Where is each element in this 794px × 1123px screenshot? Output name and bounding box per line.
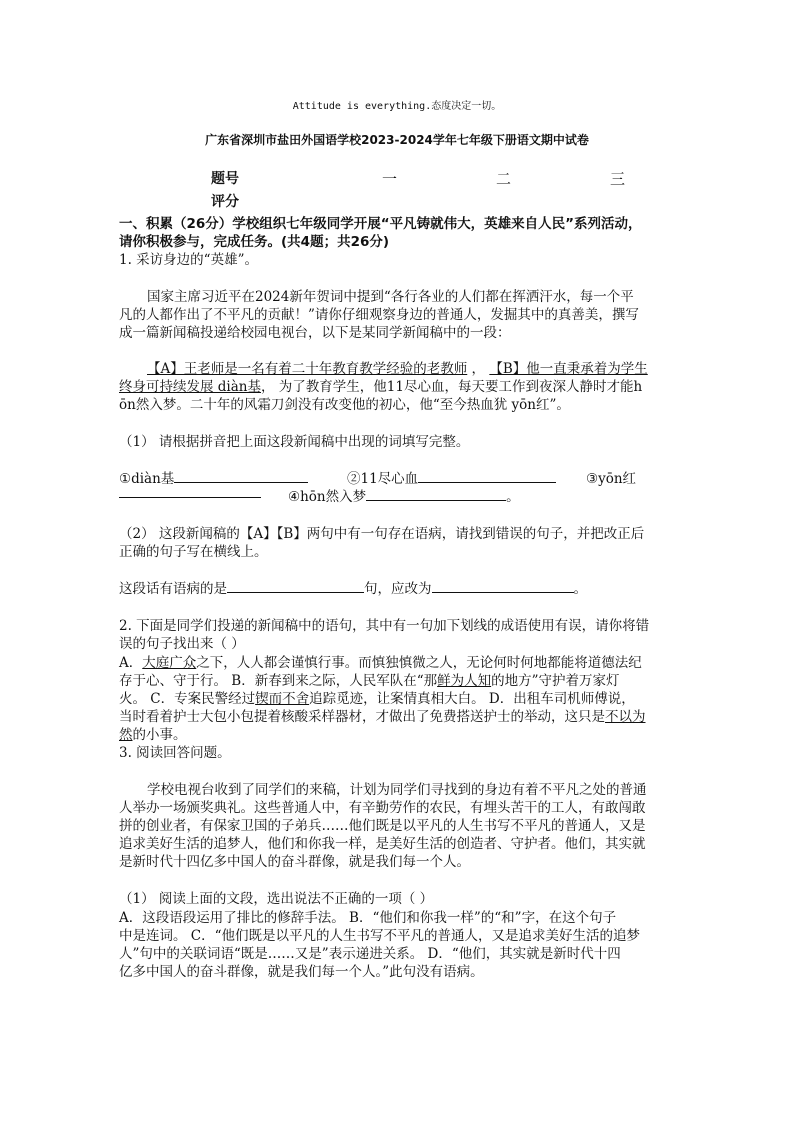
q1-intro-line3: 成一篇新闻稿投递给校园电视台，以下是某同学新闻稿中的一段： (119, 325, 511, 341)
q1-sub2-answer-line (119, 577, 587, 597)
score-table-label-score: 评分 (211, 194, 239, 210)
answer-middle: 句，应改为 (364, 581, 432, 597)
sentence-b-start: 【B】他一直秉承着为学生 (489, 361, 648, 377)
pinyin-item-1: ①diàn基 (119, 471, 175, 487)
idiom-c: 锲而不舍 (255, 691, 310, 707)
q3-sub1-options-line4: 亿多中国人的奋斗群像，就是我们每一个人。”此句没有语病。 (119, 964, 484, 980)
answer-blank-1[interactable] (174, 470, 308, 483)
idiom-d-end: 然 (119, 727, 133, 743)
q1-intro-line2: 凡的人都作出了不平凡的贡献！”请你仔细观察身边的普通人，发掘其中的真善美，撰写 (119, 307, 639, 323)
q3-passage-line2: 人举办一场颁奖典礼。这些普通人中，有辛勤劳作的农民，有埋头苦干的工人，有敢闯敢 (119, 800, 646, 816)
q2-line1: 2. 下面是同学们投递的新闻稿中的语句，其中有一句加下划线的成语使用有误，请你将错 (119, 618, 650, 634)
q1-sub1-prompt: （1） 请根据拼音把上面这段新闻稿中出现的词填写完整。 (119, 434, 470, 450)
q3-sub1-prompt: （1） 阅读上面的文段，选出说法不正确的一项（ ） (119, 891, 434, 907)
q2-option-c (119, 687, 635, 707)
idiom-b: 鲜为人知 (437, 673, 492, 689)
answer-blank-4[interactable] (366, 488, 506, 501)
pinyin-item-2: ②11尽心血 (347, 471, 419, 487)
option-d-pre: 当时看着护士大包小包提着核酸采样器材，才做出了免费搭送护士的举动，这只是 (119, 709, 605, 725)
answer-blank-correction[interactable] (432, 580, 574, 593)
passage-line2-rest: ， 为了教育学生，他11尽心血，每天要工作到夜深人静时才能h (261, 379, 643, 395)
q3-passage-line1: 学校电视台收到了同学们的来稿，计划为同学们寻找到的身边有着不平凡之处的普通 (147, 782, 647, 798)
q1-sub1-item2-wrap (347, 467, 556, 487)
question-3-title: 3. 阅读回答问题。 (119, 745, 231, 761)
q3-sub1-options-line1: A．这段语段运用了排比的修辞手法。 B．“他们和你我一样”的“和”字，在这个句子 (119, 910, 617, 926)
idiom-a: 大庭广众 (142, 655, 197, 671)
q1-passage-line1 (147, 357, 648, 377)
option-a-rest: 之下，人人都会谨慎行事。而慎独慎微之人，无论何时何地都能将道德法纪 (196, 655, 642, 671)
option-b-rest: 的地方”守护着万家灯 (491, 673, 620, 689)
sentence-a: 【A】王老师是一名有着二十年教育教学经验的老教师 (147, 361, 468, 377)
pinyin-item-3: ③yōn红 (586, 471, 637, 487)
q1-sub1-row2 (119, 485, 261, 502)
q1-sub2-prompt-line1: （2） 这段新闻稿的【A】【B】两句中有一句存在语病，请找到错误的句子，并把改正后 (119, 526, 645, 542)
q1-passage-line2 (119, 375, 642, 395)
section-heading-line2: 请你积极参与，完成任务。(共4题；共26分) (119, 234, 390, 250)
pinyin-item-4: ④hōn然入梦 (288, 489, 367, 505)
option-d-rest: 的小事。 (132, 727, 187, 743)
sentence-b-end: 终身可持续发展 diàn基 (119, 379, 261, 395)
option-a-label: A． (119, 655, 143, 671)
q2-option-b (119, 669, 620, 689)
score-col-1: 一 (382, 170, 398, 188)
exam-title: 广东省深圳市盐田外国语学校2023-2024学年七年级下册语文期中试卷 (205, 133, 589, 147)
question-1-title: 1. 采访身边的“英雄”。 (119, 252, 258, 268)
q3-passage-line4: 追求美好生活的追梦人，他们和你我一样，是美好生活的创造者、守护者。他们，其实就 (119, 836, 646, 852)
q3-passage-line5: 是新时代十四亿多中国人的奋斗群像，就是我们每一个人。 (119, 854, 470, 870)
q3-sub1-options-line2: 中是连词。 C．“他们既是以平凡的人生书写不平凡的普通人，又是追求美好生活的追梦 (119, 928, 641, 944)
q1-intro-line1: 国家主席习近平在2024新年贺词中提到“各行各业的人们都在挥洒汗水，每一个平 (147, 289, 634, 305)
q2-line2: 误的句子找出来（ ） (119, 636, 245, 652)
option-c-pre: 火。 C．专案民警经过 (119, 691, 256, 707)
option-b-pre: 存于心、守于行。 B．新春到来之际，人民军队在“那 (119, 673, 438, 689)
score-col-3: 三 (610, 170, 626, 188)
q1-passage-line3: ōn然入梦。二十年的风霜刀剑没有改变他的初心，他“至今热血犹 yōn红”。 (119, 397, 570, 413)
q3-passage-line3: 拼的创业者，有保家卫国的子弟兵……他们既是以平凡的人生书写不平凡的普通人，又是 (119, 818, 646, 834)
end-mark: 。 (506, 489, 520, 505)
answer-blank-sentence[interactable] (227, 580, 364, 593)
answer-end: 。 (573, 581, 587, 597)
q2-option-d-end (119, 723, 187, 743)
answer-blank-2[interactable] (418, 470, 556, 483)
passage-separator: ， (467, 361, 490, 377)
q1-sub1-row1 (119, 467, 308, 487)
q3-sub1-options-line3: 人”句中的关联词语“既是……又是”表示递进关系。 D．“他们，其实就是新时代十四 (119, 946, 621, 962)
answer-prefix: 这段话有语病的是 (119, 581, 227, 597)
q2-option-a (119, 651, 642, 671)
option-c-rest: 追踪觅迹，让案情真相大白。 D．出租车司机师傅说， (309, 691, 635, 707)
q2-option-d (119, 705, 646, 725)
motto: Attitude is everything.态度决定一切。 (292, 101, 502, 112)
answer-blank-3[interactable] (119, 485, 261, 498)
q1-sub2-prompt-line2: 正确的句子写在横线上。 (119, 544, 268, 560)
section-heading-line1: 一、积累（26分）学校组织七年级同学开展“平凡铸就伟大，英雄来自人民”系列活动， (119, 216, 642, 232)
score-table-label-question: 题号 (211, 171, 239, 187)
q1-sub1-item4-wrap (288, 485, 520, 505)
idiom-d-start: 不以为 (605, 709, 646, 725)
score-col-2: 二 (496, 170, 512, 188)
